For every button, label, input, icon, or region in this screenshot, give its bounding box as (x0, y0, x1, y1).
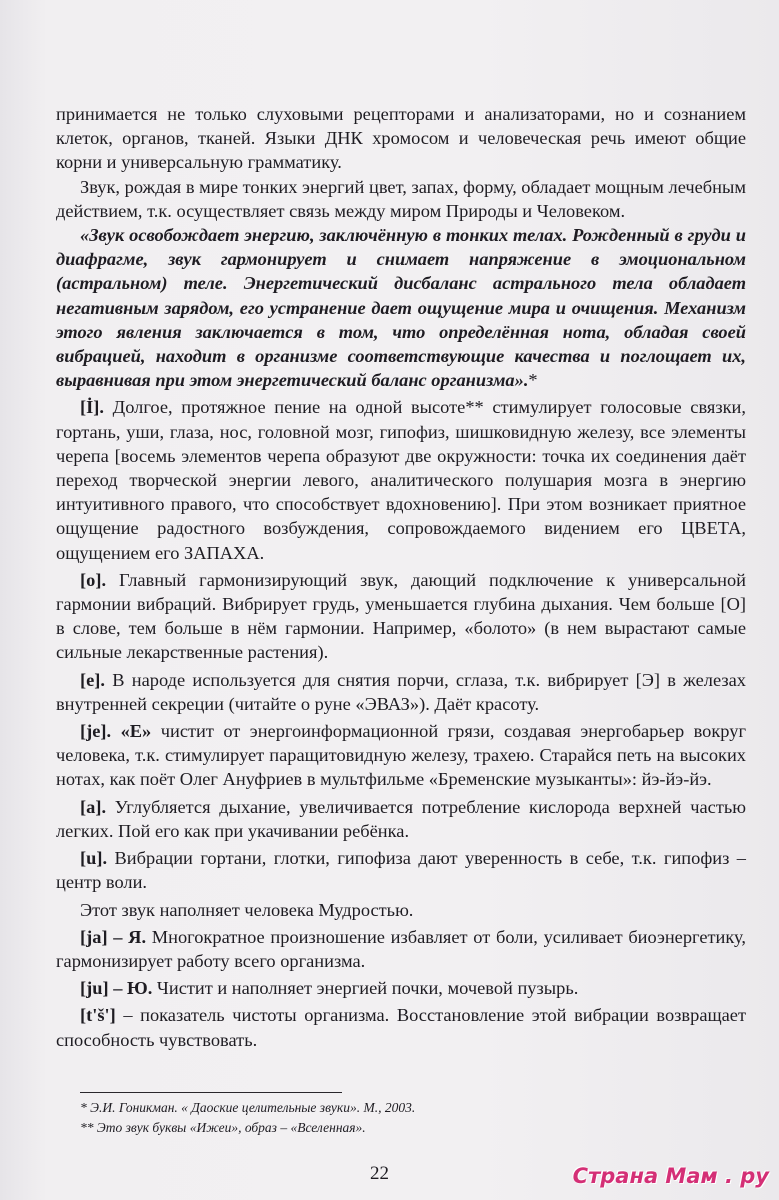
sound-label-ju: [ju] – Ю. (80, 978, 153, 999)
sound-text-u: Вибрации гортани, глотки, гипофиза дают уверенность в себе, т.к. гипофиз – центр воли. (56, 848, 746, 893)
sound-label-tsh: [t'š'] (80, 1005, 116, 1026)
sound-label-e: [е]. (80, 669, 106, 690)
footnote-2: ** Это звук буквы «Ижеи», образ – «Вселенная». (80, 1120, 366, 1135)
footnotes (80, 1098, 700, 1138)
paragraph-2: Звук, рождая в мире тонких энергий цвет, запах, форму, обладает мощным лечебным действием, т.к. осуществляет связь между миром Природы и Человеком. (56, 176, 746, 221)
wisdom-paragraph: Этот звук наполняет человека Мудростью. (80, 899, 414, 920)
sound-a-paragraph (56, 795, 746, 843)
sound-label-o: [о]. (80, 569, 107, 590)
sound-label-ja: [ja] – Я. (80, 926, 147, 947)
footnote-marker: * (528, 370, 538, 391)
sound-label-i: [İ]. (80, 397, 105, 418)
body-text (56, 102, 746, 1052)
quote-text: «Звук освобождает энергию, заключённую в тонких телах. Рожденный в груди и диафрагме, звук гармонирует и снимает напряжение в эмоциональном (астральном) теле. Энергетический дисбаланс астрального тела обладает негативным зарядом, его устранение дает ощущение мира и очищения. Механизм этого явления заключается в том, что определённая нота, обладая своей вибрацией, находит в организме соответствующие качества и поглощает их, выравнивая при этом энергетический баланс организма». (56, 225, 746, 391)
sound-je-paragraph (56, 719, 746, 792)
sound-text-ju: Чистит и наполняет энергией почки, мочевой пузырь. (152, 978, 579, 999)
sound-i-paragraph (56, 395, 746, 564)
sound-ja-paragraph (56, 925, 746, 973)
sound-label-je: [je]. «Е» (80, 721, 152, 742)
sound-text-o: Главный гармонизирующий звук, дающий подключение к универсальной гармонии вибраций. Вибрирует грудь, уменьшается глубина дыхания. Чем больше [О] в слове, тем больше в нём гармонии. Например, «болото» (в нем вырастают самые сильные лекарственные растения). (56, 569, 746, 663)
sound-text-ja: Многократное произношение избавляет от боли, усиливает биоэнергетику, гармонизирует работу всего организма. (56, 926, 747, 971)
sound-u-paragraph (56, 846, 746, 894)
paragraph-1: принимается не только слуховыми рецепторами и анализаторами, но и сознанием клеток, органов, тканей. Языки ДНК хромосом и человеческая речь имеют общие корни и универсальную грамматику. (56, 104, 746, 173)
footnote-1: * Э.И. Гоникман. « Даоские целительные звуки». М., 2003. (80, 1100, 416, 1115)
quote-paragraph (56, 223, 746, 392)
sound-e-paragraph (56, 668, 746, 716)
page-number: 22 (370, 1163, 389, 1184)
watermark-logo: Страна Мам . ру (572, 1164, 769, 1188)
sound-text-je: чистит от энергоинформационной грязи, создавая энергобарьер вокруг человека, т.к. стимулирует паращитовидную железу, трахею. Старайся петь на высоких нотах, как поёт Олег Ануфриев в мультфильме «Бременские музыканты»: йэ-йэ-йэ. (56, 721, 746, 790)
sound-text-tsh: – показатель чистоты организма. Восстановление этой вибрации возвращает способность чувствовать. (56, 1005, 746, 1050)
sound-o-paragraph (56, 568, 746, 665)
footnote-divider (80, 1092, 342, 1093)
sound-text-e: В народе используется для снятия порчи, сглаза, т.к. вибрирует [Э] в железах внутренней секреции (читайте о руне «ЭВАЗ»). Даёт красоту. (56, 669, 746, 714)
sound-tsh-paragraph (56, 1003, 746, 1051)
sound-label-u: [u]. (80, 848, 108, 869)
sound-ju-paragraph (56, 976, 746, 1000)
sound-label-a: [а]. (80, 796, 107, 817)
sound-text-a: Углубляется дыхание, увеличивается потребление кислорода верхней частью легких. Пой его как при укачивании ребёнка. (56, 796, 746, 841)
sound-text-i: Долгое, протяжное пение на одной высоте** стимулирует голосовые связки, гортань, уши, глаза, нос, головной мозг, гипофиз, шишковидную железу, все элементы черепа [восемь элементов черепа образуют две окружности: точка их соединения даёт переход творческой энергии левого, аналитического полушария мозга в энергию интуитивного правого, что способствует вдохновению]. При этом возникает приятное ощущение радостного возбуждения, сопровождаемого видением его ЦВЕТА, ощущением его ЗАПАХА. (56, 397, 746, 563)
